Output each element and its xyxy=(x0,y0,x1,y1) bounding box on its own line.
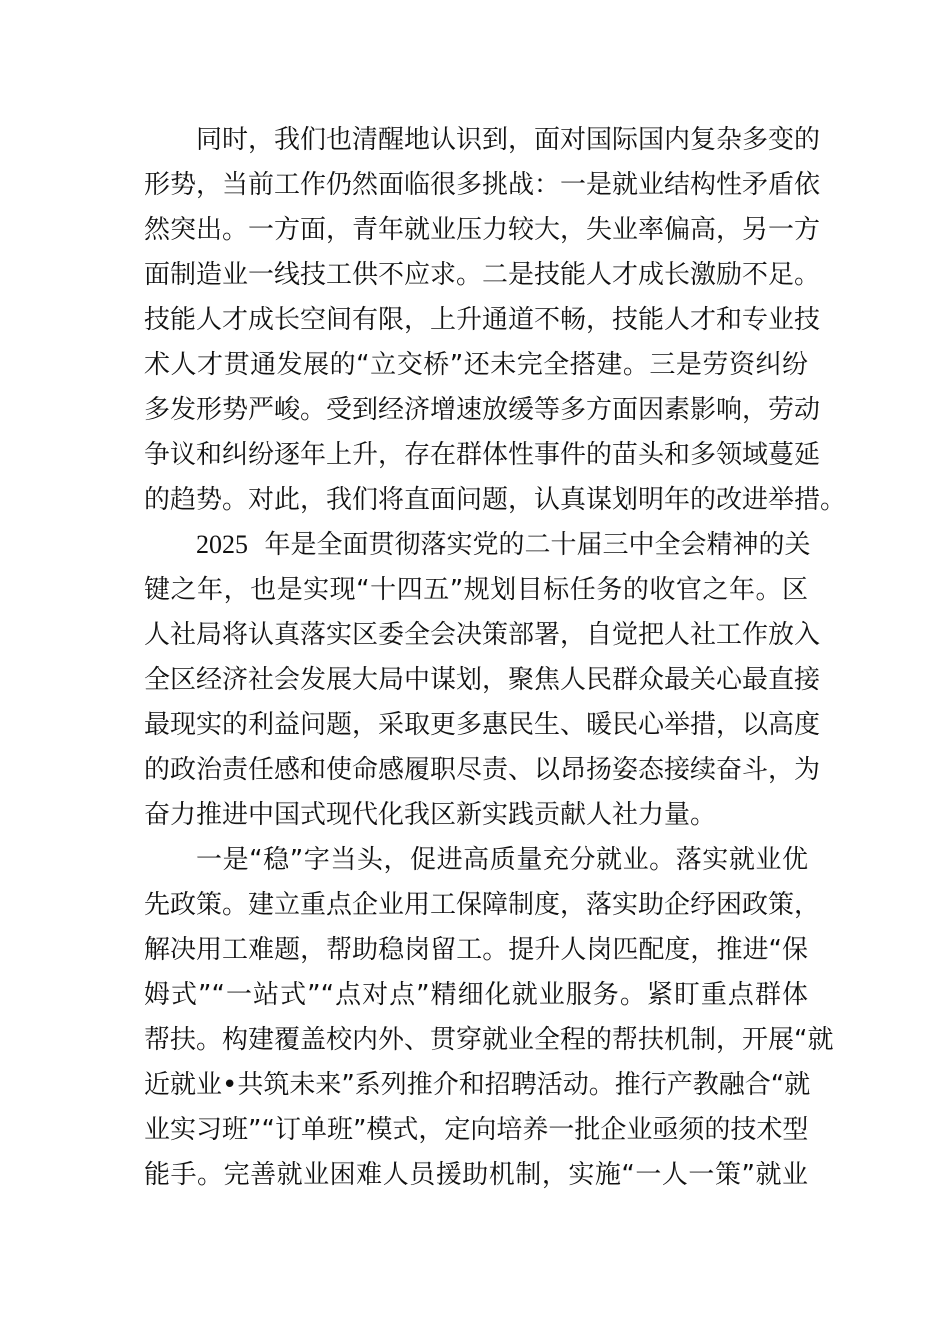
text-span: 年是全面贯彻落实党的二十届三中全会精神的关 xyxy=(264,530,811,560)
text-line: 全区经济社会发展大局中谋划，聚焦人民群众最关心最直接 xyxy=(144,665,821,695)
text-line: 术人才贯通发展的“立交桥”还未完全搭建。三是劳资纠纷 xyxy=(144,350,808,380)
text-line: 多发形势严峻。受到经济增速放缓等多方面因素影响，劳动 xyxy=(144,395,821,425)
year-number: 2025 xyxy=(196,530,248,559)
text-line: 然突出。一方面，青年就业压力较大，失业率偏高，另一方 xyxy=(144,215,821,245)
text-line xyxy=(196,525,811,565)
text-line: 一是“稳”字当头，促进高质量充分就业。落实就业优 xyxy=(196,845,808,875)
text-line: 姆式”“一站式”“点对点”精细化就业服务。紧盯重点群体 xyxy=(144,980,808,1010)
text-line: 同时，我们也清醒地认识到，面对国际国内复杂多变的 xyxy=(196,125,821,155)
text-line: 能手。完善就业困难人员援助机制，实施“一人一策”就业 xyxy=(144,1160,808,1190)
text-line: 键之年，也是实现“十四五”规划目标任务的收官之年。区 xyxy=(144,575,808,605)
text-line: 人社局将认真落实区委全会决策部署，自觉把人社工作放入 xyxy=(144,620,821,650)
text-line: 帮扶。构建覆盖校内外、贯穿就业全程的帮扶机制，开展“就 xyxy=(144,1025,834,1055)
text-line: 争议和纠纷逐年上升，存在群体性事件的苗头和多领域蔓延 xyxy=(144,440,821,470)
text-line: 近就业•共筑未来”系列推介和招聘活动。推行产教融合“就 xyxy=(144,1070,811,1100)
text-line: 面制造业一线技工供不应求。二是技能人才成长激励不足。 xyxy=(144,260,821,290)
text-line: 解决用工难题，帮助稳岗留工。提升人岗匹配度，推进“保 xyxy=(144,935,808,965)
text-line: 奋力推进中国式现代化我区新实践贡献人社力量。 xyxy=(144,800,717,830)
text-line: 形势，当前工作仍然面临很多挑战：一是就业结构性矛盾依 xyxy=(144,170,821,200)
text-line: 的趋势。对此，我们将直面问题，认真谋划明年的改进举措。 xyxy=(144,485,847,515)
text-line: 业实习班”“订单班”模式，定向培养一批企业亟须的技术型 xyxy=(144,1115,809,1145)
text-line: 的政治责任感和使命感履职尽责、以昂扬姿态接续奋斗，为 xyxy=(144,755,821,785)
text-line: 技能人才成长空间有限，上升通道不畅，技能人才和专业技 xyxy=(144,305,821,335)
text-line: 最现实的利益问题，采取更多惠民生、暖民心举措，以高度 xyxy=(144,710,821,740)
text-line: 先政策。建立重点企业用工保障制度，落实助企纾困政策， xyxy=(144,890,821,920)
